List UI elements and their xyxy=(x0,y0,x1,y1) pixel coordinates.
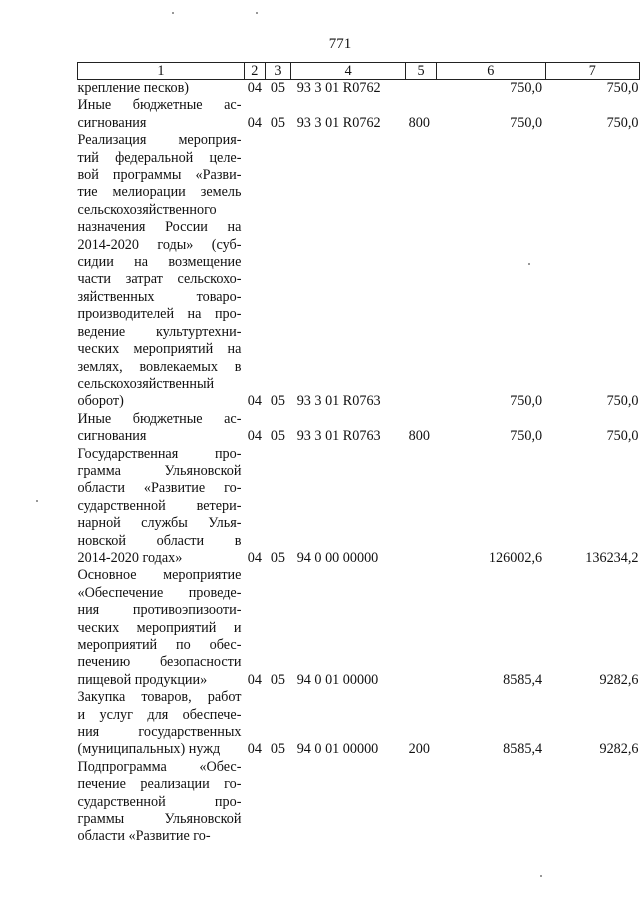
description-line: печение реализации го- xyxy=(77,776,242,793)
column-header-5: 5 xyxy=(406,63,437,80)
description-line: Реализация мероприя- xyxy=(77,132,242,149)
description-line: ческих мероприятий и xyxy=(77,619,242,636)
description-line: Закупка товаров, работ xyxy=(77,689,242,706)
target-article-code xyxy=(291,759,406,846)
description-line: тий федеральной целе- xyxy=(77,149,242,166)
scan-speck xyxy=(256,12,258,14)
description-line: части затрат сельскохо- xyxy=(77,271,242,288)
subsection-code: 05 xyxy=(270,393,286,410)
table-row xyxy=(78,411,640,446)
description-line: назначения России на xyxy=(77,219,242,236)
description-line: области «Развитие го- xyxy=(77,828,211,845)
amount-col6: 750,0 xyxy=(510,393,543,410)
row-description xyxy=(78,80,245,98)
expense-type-code xyxy=(406,567,437,689)
description-line: ведение культуртехни- xyxy=(77,323,242,340)
subsection-code: 05 xyxy=(270,549,286,566)
amount-col7: 750,0 xyxy=(606,80,639,96)
target-article-code: 93 3 01 R0762 xyxy=(296,80,381,96)
expense-type-code: 800 xyxy=(408,114,430,131)
amount-col6 xyxy=(436,759,545,846)
column-header-6: 6 xyxy=(436,63,545,80)
expense-type-code: 200 xyxy=(408,741,430,758)
header-row xyxy=(78,63,640,80)
expense-type-code xyxy=(406,759,437,846)
section-code: 04 xyxy=(247,393,262,410)
description-line: Основное мероприятие xyxy=(77,567,242,584)
table-row xyxy=(78,689,640,759)
subsection-code xyxy=(265,759,291,846)
description-line: Государственная про- xyxy=(77,445,242,462)
subsection-code: 05 xyxy=(270,80,286,96)
expense-type-code xyxy=(406,132,437,411)
description-line: сударственной про- xyxy=(77,793,242,810)
description-line: мероприятий по обес- xyxy=(77,637,242,653)
description-line: сельскохозяйственный xyxy=(77,375,215,392)
expense-type-code xyxy=(406,446,437,568)
row-description xyxy=(78,446,245,568)
scan-speck xyxy=(36,500,38,502)
amount-col7: 750,0 xyxy=(606,428,639,445)
description-line: новской области в xyxy=(77,532,242,549)
description-line: производителей на про- xyxy=(77,306,242,323)
description-line: зяйственных товаро- xyxy=(77,288,242,305)
section-code: 04 xyxy=(247,114,262,131)
target-article-code: 94 0 01 00000 xyxy=(296,741,379,758)
description-line: ческих мероприятий на xyxy=(77,341,242,358)
column-header-7: 7 xyxy=(545,63,639,80)
description-line: тие мелиорации земель xyxy=(77,184,242,201)
row-description xyxy=(78,411,245,446)
scan-speck xyxy=(172,12,174,14)
section-code: 04 xyxy=(247,549,262,566)
table-row xyxy=(78,567,640,689)
table-row xyxy=(78,446,640,568)
subsection-code: 05 xyxy=(270,428,286,445)
page-number: 771 xyxy=(328,36,352,52)
row-description xyxy=(78,759,245,846)
description-line: землях, вовлекаемых в xyxy=(77,358,242,375)
scan-speck xyxy=(528,263,530,265)
description-line: Иные бюджетные ас- xyxy=(77,410,242,427)
amount-col6: 750,0 xyxy=(510,114,543,131)
description-line: сидии на возмещение xyxy=(77,254,242,271)
description-line: 2014-2020 годы» (суб- xyxy=(77,236,242,253)
amount-col6: 8585,4 xyxy=(503,671,543,688)
description-line: сельскохозяйственного xyxy=(77,201,217,218)
description-line: грамма Ульяновской xyxy=(77,462,242,479)
description-line: (муниципальных) нужд xyxy=(77,741,221,758)
description-line: сударственной ветери- xyxy=(77,497,242,514)
target-article-code: 93 3 01 R0762 xyxy=(296,114,381,131)
table-row xyxy=(78,80,640,98)
section-code xyxy=(244,759,265,846)
expense-type-code: 800 xyxy=(408,428,430,445)
amount-col7: 9282,6 xyxy=(599,671,639,688)
row-description xyxy=(78,132,245,411)
section-code: 04 xyxy=(247,80,262,96)
description-line: сигнования xyxy=(77,428,147,445)
amount-col6: 8585,4 xyxy=(503,741,543,758)
amount-col6: 126002,6 xyxy=(488,549,543,566)
description-line: ния государственных xyxy=(77,724,242,741)
description-line: Подпрограмма «Обес- xyxy=(77,758,242,775)
scan-speck xyxy=(540,875,542,877)
description-line: печению безопасности xyxy=(77,654,242,671)
table-row xyxy=(78,97,640,132)
column-header-1: 1 xyxy=(78,63,245,80)
description-line: и услуг для обеспече- xyxy=(77,706,242,723)
description-line: «Обеспечение проведе- xyxy=(77,584,242,601)
description-line: вой программы «Разви- xyxy=(77,167,242,184)
column-header-3: 3 xyxy=(265,63,291,80)
target-article-code: 94 0 00 00000 xyxy=(296,549,379,566)
subsection-code: 05 xyxy=(270,741,286,758)
description-line: крепление песков) xyxy=(77,80,190,96)
amount-col7: 750,0 xyxy=(606,393,639,410)
target-article-code: 93 3 01 R0763 xyxy=(296,393,381,410)
description-line: области «Развитие го- xyxy=(77,480,242,497)
subsection-code: 05 xyxy=(270,114,286,131)
table-body xyxy=(78,80,640,846)
target-article-code: 93 3 01 R0763 xyxy=(296,428,381,445)
column-header-2: 2 xyxy=(244,63,265,80)
subsection-code: 05 xyxy=(270,671,286,688)
section-code: 04 xyxy=(247,671,262,688)
row-description xyxy=(78,567,245,689)
description-line: сигнования xyxy=(77,114,147,131)
amount-col6: 750,0 xyxy=(510,428,543,445)
description-line: оборот) xyxy=(77,393,124,410)
target-article-code: 94 0 01 00000 xyxy=(296,671,379,688)
description-line: Иные бюджетные ас- xyxy=(77,97,242,114)
description-line: 2014-2020 годах» xyxy=(77,549,183,566)
amount-col7: 9282,6 xyxy=(599,741,639,758)
description-line: граммы Ульяновской xyxy=(77,811,242,828)
section-code: 04 xyxy=(247,428,262,445)
description-line: нарной службы Улья- xyxy=(77,515,242,532)
table-row xyxy=(78,759,640,846)
amount-col7 xyxy=(545,759,639,846)
amount-col7: 750,0 xyxy=(606,114,639,131)
row-description xyxy=(78,689,245,759)
column-header-4: 4 xyxy=(291,63,406,80)
table-row xyxy=(78,132,640,411)
amount-col6: 750,0 xyxy=(510,80,543,96)
expense-type-code xyxy=(406,80,437,98)
amount-col7: 136234,2 xyxy=(585,549,639,566)
section-code: 04 xyxy=(247,741,262,758)
budget-table xyxy=(77,62,640,846)
row-description xyxy=(78,97,245,132)
description-line: пищевой продукции» xyxy=(77,671,208,688)
description-line: ния противоэпизооти- xyxy=(77,602,242,619)
